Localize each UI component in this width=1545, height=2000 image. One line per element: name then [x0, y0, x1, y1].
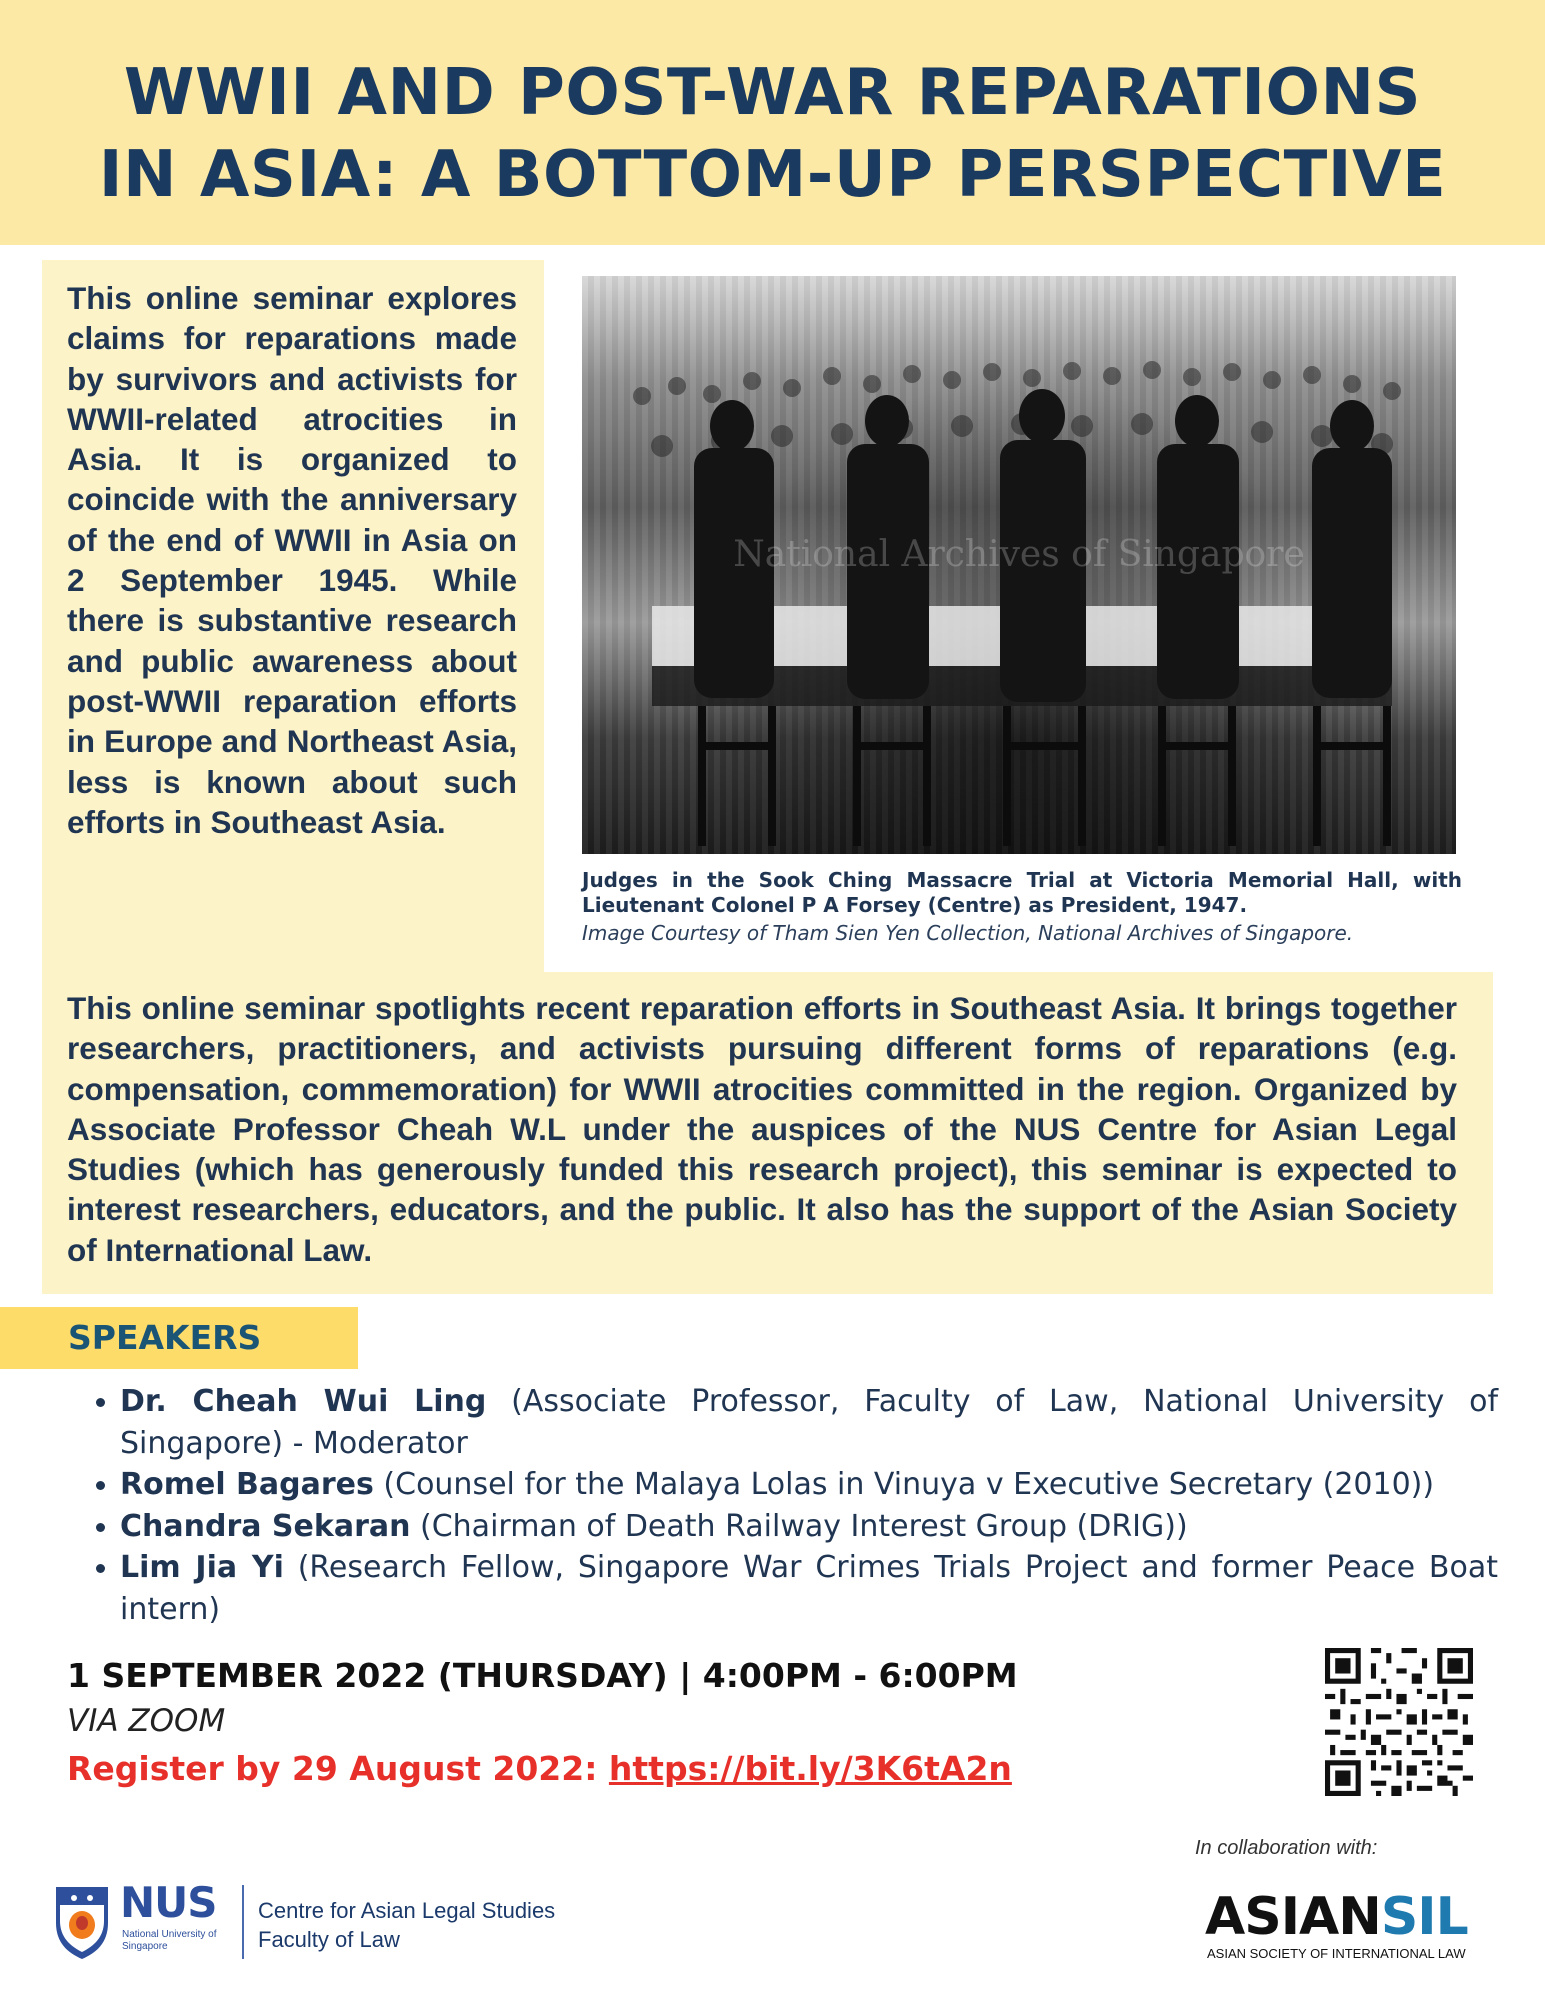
collaboration-label: In collaboration with: [1195, 1837, 1378, 1859]
cals-line-1: Centre for Asian Legal Studies [258, 1898, 556, 1923]
nus-fullname: National University of Singapore [122, 1929, 217, 1952]
logo-divider [242, 1885, 244, 1959]
speaker-detail: (Research Fellow, Singapore War Crimes Trials Project and former Peace Boat intern) [120, 1550, 1498, 1627]
asiansil-logo [1205, 1888, 1485, 1968]
photo-watermark: National Archives of Singapore [733, 534, 1305, 575]
speaker-name: Lim Jia Yi [120, 1550, 284, 1585]
speaker-detail: (Associate Professor, Faculty of Law, National University of Singapore) - Moderator [120, 1384, 1499, 1461]
asiansil-part-asian: ASIAN [1205, 1887, 1381, 1947]
speaker-item [120, 1464, 1498, 1506]
nus-crest-icon [52, 1883, 112, 1961]
asiansil-wordmark [1205, 1888, 1468, 1946]
speakers-heading: SPEAKERS [68, 1318, 262, 1357]
speakers-list [82, 1381, 1498, 1630]
speaker-item [120, 1381, 1498, 1464]
title-line-2: IN ASIA: A BOTTOM-UP PERSPECTIVE [98, 138, 1447, 212]
register-label: Register by 29 August 2022: [67, 1749, 609, 1788]
asiansil-part-sil: SIL [1380, 1887, 1468, 1947]
nus-wordmark: NUS [120, 1878, 217, 1927]
trial-photo [582, 276, 1456, 854]
event-venue: VIA ZOOM [67, 1703, 226, 1739]
intro-paragraph: This online seminar explores claims for reparations made by survivors and activists for WWII-related atrocities in Asia. It is organized to coincide with the anniversary of the end of WWII in Asia on 2 September 1945. While there is substantive research and public awareness about post-WWII reparation efforts in Europe and Northeast Asia, less is known about such efforts in Southeast Asia. [67, 280, 517, 840]
speaker-detail: (Counsel for the Malaya Lolas in Vinuya v Executive Secretary (2010)) [373, 1467, 1435, 1502]
title-line-1: WWII AND POST-WAR REPARATIONS [123, 56, 1422, 130]
page-title [0, 52, 1545, 216]
nus-logo [52, 1878, 612, 1963]
speaker-item [120, 1547, 1498, 1630]
speaker-name: Chandra Sekaran [120, 1508, 411, 1544]
photo-scene [582, 276, 1456, 854]
speaker-item [120, 1506, 1498, 1548]
asiansil-fullname: ASIAN SOCIETY OF INTERNATIONAL LAW [1207, 1946, 1466, 1961]
photo-credit: Image Courtesy of Tham Sien Yen Collection, National Archives of Singapore. [582, 921, 1354, 945]
register-line [67, 1748, 1012, 1790]
speaker-detail: (Chairman of Death Railway Interest Group (DRIG)) [410, 1508, 1188, 1544]
register-link[interactable]: https://bit.ly/3K6tA2n [608, 1749, 1012, 1788]
spotlight-paragraph: This online seminar spotlights recent reparation efforts in Southeast Asia. It brings together researchers, practitioners, and activists pursuing different forms of reparations (e.g. compensation, commemoration) for WWII atrocities committed in the region. Organized by Associate Professor Cheah W.L under the auspices of the NUS Centre for Asian Legal Studies (which has generously funded this research project), this seminar is expected to interest researchers, educators, and the public. It also has the support of the Asian Society of International Law. [67, 990, 1457, 1268]
event-date-time: 1 SEPTEMBER 2022 (THURSDAY) | 4:00PM - 6:00PM [67, 1656, 1018, 1695]
photo-caption: Judges in the Sook Ching Massacre Trial at Victoria Memorial Hall, with Lieutenant Colonel P A Forsey (Centre) as President, 1947. [582, 868, 1462, 917]
qr-code-icon[interactable] [1325, 1648, 1473, 1796]
cals-line-2: Faculty of Law [258, 1927, 400, 1952]
cals-name [258, 1896, 555, 1954]
speaker-name: Romel Bagares [120, 1467, 374, 1502]
speaker-name: Dr. Cheah Wui Ling [120, 1384, 487, 1419]
